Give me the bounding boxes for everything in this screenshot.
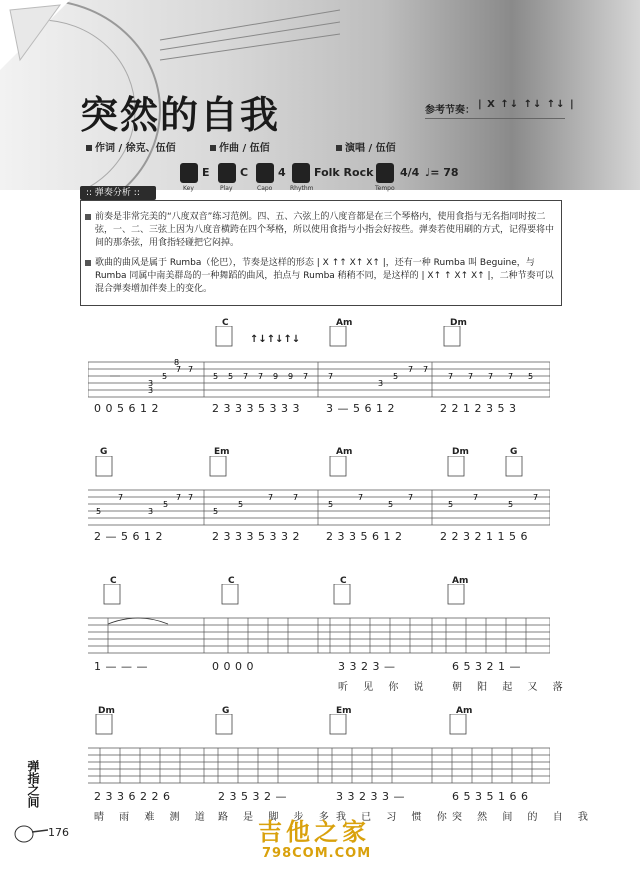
chord-name: G	[222, 706, 230, 716]
svg-text:7: 7	[293, 493, 299, 502]
notation-measure: 2 2 3 2 1 1 5 6	[440, 530, 528, 543]
chord-diagram-am	[448, 584, 464, 604]
notation-measure: 2 3 5 3 2 —	[218, 790, 287, 803]
tab-staff	[88, 326, 550, 402]
capo-icon	[256, 163, 274, 183]
analysis-paragraph	[95, 257, 557, 296]
chord-name: G	[510, 447, 518, 457]
svg-text:7: 7	[176, 365, 182, 374]
svg-text:5: 5	[448, 500, 454, 509]
notation-measure: 3 3 2 3 3 —	[336, 790, 405, 803]
credit-singer-text: 演唱 / 伍佰	[345, 143, 396, 154]
chord-diagram-c	[222, 584, 238, 604]
credit-lyricist	[86, 139, 176, 154]
square-bullet-icon	[336, 145, 342, 151]
credit-composer-text: 作曲 / 伍佰	[219, 143, 270, 154]
chord-name: C	[228, 576, 235, 586]
square-bullet-icon	[86, 145, 92, 151]
chord-name: C	[110, 576, 117, 586]
notation-measure: 1 — — —	[94, 660, 148, 673]
svg-text:9: 9	[288, 372, 294, 381]
svg-text:7: 7	[258, 372, 264, 381]
watermark-url: 798COM.COM	[262, 846, 372, 861]
rhythm-label: Rhythm	[290, 185, 314, 192]
chord-name: Am	[336, 318, 353, 328]
book-side-label: 弹指之间	[26, 760, 40, 808]
play-value: C	[240, 166, 249, 179]
capo-value: 4	[278, 166, 286, 179]
chord-diagram-am	[330, 326, 346, 346]
svg-text:7: 7	[448, 372, 454, 381]
svg-text:7: 7	[328, 372, 334, 381]
lyric-line: 晴 雨 难 测 道	[94, 812, 211, 823]
svg-text:3: 3	[378, 379, 384, 388]
page-curl-decoration	[0, 0, 70, 70]
chord-diagram-dm	[96, 714, 112, 734]
svg-text:5: 5	[393, 372, 399, 381]
analysis-paragraph-text: 前奏是非常完美的“八度双音”练习范例。四、五、六弦上的八度音都是在三个琴格内，使用食指与无名指同时按二弦，一、二、三弦上因为八度音横跨在四个琴格，所以使用食指与小指会好按些。弹奏若使用刷的方式，记得要将中间的那条弦，用食指轻碰把它闷掉。	[95, 212, 555, 248]
rhythm-icon	[292, 163, 310, 183]
notation-measure: 6 5 3 5 1 6 6	[452, 790, 529, 803]
svg-text:7: 7	[268, 493, 274, 502]
lyric-line: 路 是 脚 步 多	[218, 812, 335, 823]
svg-text:7: 7	[533, 493, 539, 502]
svg-text:7: 7	[243, 372, 249, 381]
chord-diagram-c	[216, 326, 232, 346]
play-label: Play	[220, 185, 233, 192]
chord-name: C	[340, 576, 347, 586]
svg-text:5: 5	[388, 500, 394, 509]
credit-lyricist-text: 作词 / 徐克、伍佰	[95, 143, 176, 154]
svg-text:3: 3	[148, 379, 154, 388]
notation-measure: 2 — 5 6 1 2	[94, 530, 163, 543]
notation-measure: 0 0 0 0	[212, 660, 254, 673]
credit-singer	[336, 139, 396, 154]
reference-rhythm-value: | X ↑↓ ↑↓ ↑↓ |	[478, 99, 575, 110]
chord-name: Am	[336, 447, 353, 457]
chord-diagram-dm	[444, 326, 460, 346]
notation-measure: 6 5 3 2 1 —	[452, 660, 521, 673]
chord-diagram-g	[216, 714, 232, 734]
svg-text:7: 7	[408, 493, 414, 502]
svg-text:7: 7	[303, 372, 309, 381]
chord-name: G	[100, 447, 108, 457]
svg-text:7: 7	[423, 365, 429, 374]
lyric-line: 突 然 间 的 自 我	[452, 812, 594, 823]
square-bullet-icon	[85, 260, 91, 266]
tab-staff	[88, 584, 550, 658]
watermark-text: 吉他之家	[258, 818, 370, 846]
square-bullet-icon	[85, 214, 91, 220]
svg-text:7: 7	[408, 365, 414, 374]
chord-name: C	[222, 318, 229, 328]
tab-staff	[88, 456, 550, 530]
svg-text:3: 3	[148, 386, 154, 395]
notation-measure: 2 3 3 3 5 3 3 2	[212, 530, 300, 543]
chord-diagram-g	[506, 456, 522, 476]
notation-measure: 0 0 5 6 1 2	[94, 402, 159, 415]
square-bullet-icon	[210, 145, 216, 151]
divider	[425, 118, 565, 119]
tab-staff	[88, 714, 550, 788]
svg-text:7: 7	[468, 372, 474, 381]
strum-pattern: ↑↓↑↓↑↓	[250, 334, 301, 345]
chord-diagram-dm	[448, 456, 464, 476]
chord-name: Am	[456, 706, 473, 716]
notation-measure: 2 2 1 2 3 5 3	[440, 402, 517, 415]
lyric-line: 听 见 你 说	[338, 682, 430, 693]
lyric-line: 我 已 习 惯 你	[336, 812, 453, 823]
svg-text:7: 7	[358, 493, 364, 502]
lyric-line: 朝 阳 起 又 落	[452, 682, 569, 693]
tempo-icon	[376, 163, 394, 183]
notation-measure: 2 3 3 3 5 3 3 3	[212, 402, 300, 415]
chord-name: Dm	[452, 447, 469, 457]
chord-name: Em	[214, 447, 230, 457]
analysis-box	[80, 200, 562, 306]
credit-composer	[210, 139, 270, 154]
chord-name: Em	[336, 706, 352, 716]
svg-text:7: 7	[473, 493, 479, 502]
tempo-value: ♩= 78	[425, 166, 459, 179]
song-info-bar	[180, 163, 470, 195]
chord-name: Dm	[450, 318, 467, 328]
notation-measure: 3 3 2 3 —	[338, 660, 396, 673]
notation-measure: 2 3 3 5 6 1 2	[326, 530, 403, 543]
analysis-paragraph	[95, 211, 557, 250]
capo-label: Capo	[257, 185, 273, 192]
analysis-paragraph-text: 歌曲的曲风是属于 Rumba（伦巴），节奏是这样的形态 | X ↑↑ X↑ X↑ |，还有一种 Rumba 叫 Beguine，与 Rumba 同属中南美群岛的一种舞蹈的曲风，拍点与 Rumba 稍稍不同，是这样的 | X↑ ↑ X↑ X↑ |，二种节奏可以混合弹奏增加伴奏上的变化。	[95, 258, 554, 294]
svg-text:7: 7	[188, 493, 194, 502]
time-signature: 4/4	[400, 166, 420, 179]
svg-text:5: 5	[228, 372, 234, 381]
svg-text:5: 5	[163, 500, 169, 509]
svg-text:7: 7	[508, 372, 514, 381]
chord-diagram-em	[210, 456, 226, 476]
key-value: E	[202, 166, 210, 179]
svg-text:5: 5	[213, 507, 219, 516]
song-title: 突然的自我	[80, 92, 281, 137]
svg-text:5: 5	[528, 372, 534, 381]
tempo-label: Tempo	[375, 185, 395, 192]
svg-text:5: 5	[328, 500, 334, 509]
key-label: Key	[183, 185, 194, 192]
svg-text:8: 8	[174, 358, 180, 367]
svg-text:5: 5	[96, 507, 102, 516]
svg-text:5: 5	[238, 500, 244, 509]
page-number: 176	[48, 826, 69, 839]
svg-text:5: 5	[508, 500, 514, 509]
notation-measure: 2 3 3 6 2 2 6	[94, 790, 171, 803]
rhythm-value: Folk Rock	[314, 166, 374, 179]
svg-text:5: 5	[162, 372, 168, 381]
analysis-tab-label: :: 弹奏分析 ::	[80, 186, 156, 200]
svg-text:9: 9	[273, 372, 279, 381]
chord-name: Am	[452, 576, 469, 586]
guitar-play-icon	[218, 163, 236, 183]
guitar-icon	[14, 820, 48, 844]
key-icon	[180, 163, 198, 183]
notation-measure: 3 — 5 6 1 2	[326, 402, 395, 415]
chord-diagram-c	[334, 584, 350, 604]
svg-text:5: 5	[213, 372, 219, 381]
svg-text:7: 7	[176, 493, 182, 502]
svg-text:7: 7	[488, 372, 494, 381]
chord-diagram-c	[104, 584, 120, 604]
svg-text:7: 7	[118, 493, 124, 502]
reference-rhythm-label: 参考节奏：	[425, 105, 475, 116]
chord-diagram-g	[96, 456, 112, 476]
chord-diagram-am	[450, 714, 466, 734]
svg-text:7: 7	[188, 365, 194, 374]
chord-diagram-am	[330, 456, 346, 476]
chord-diagram-em	[330, 714, 346, 734]
chord-name: Dm	[98, 706, 115, 716]
svg-text:3: 3	[148, 507, 154, 516]
